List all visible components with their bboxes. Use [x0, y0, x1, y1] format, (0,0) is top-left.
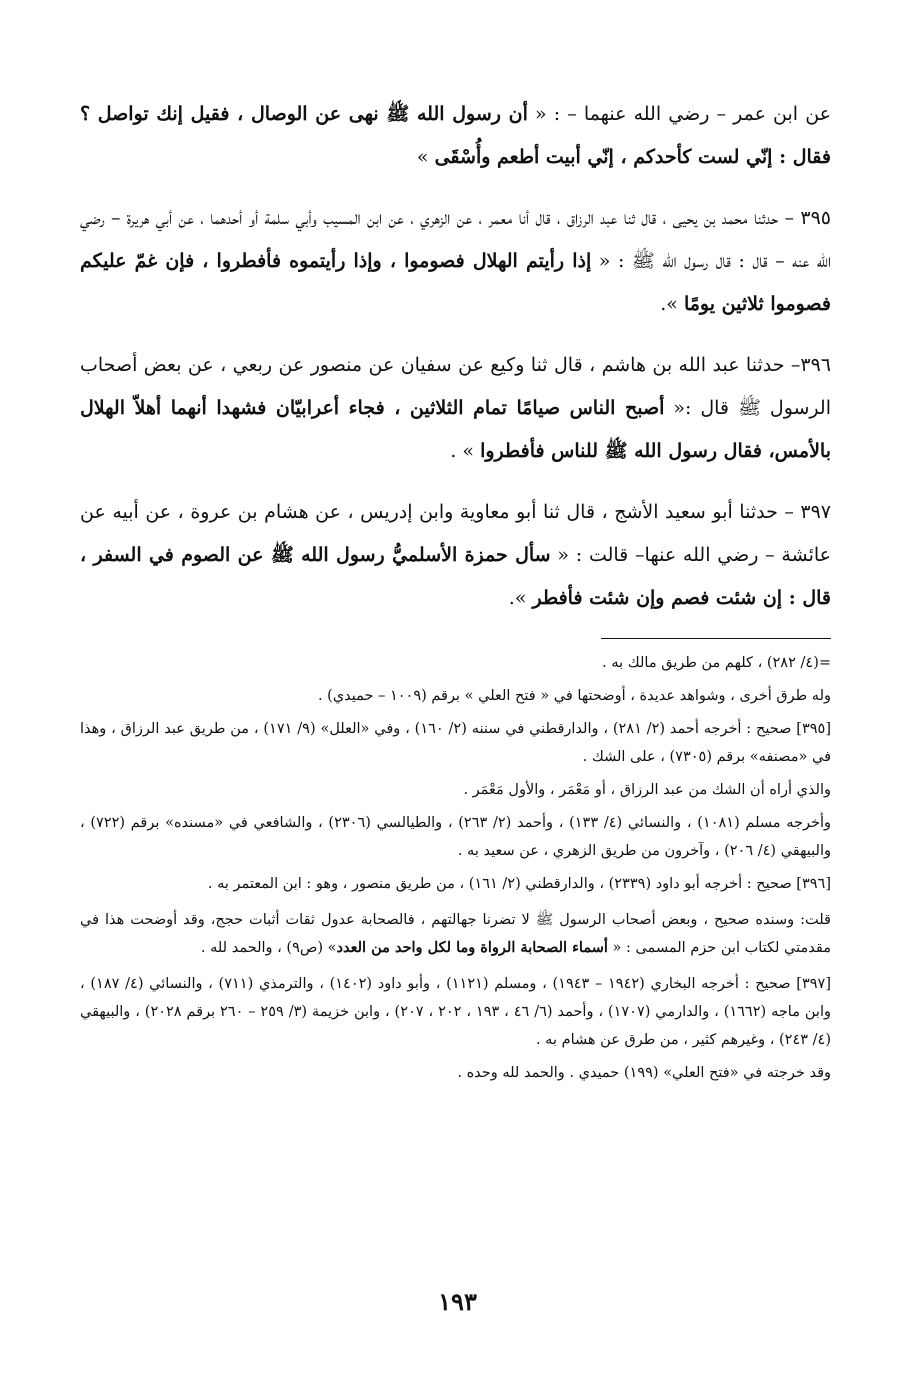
page-number: ١٩٣: [438, 1287, 477, 1316]
hadith-matn: أصبح الناس صيامًا تمام الثلاثين ، فجاء أعرابيّان فشهدا أنهما أهلاّ الهلال بالأمس، فقال رسول الله ﷺ للناس فأفطروا: [80, 397, 831, 462]
footnote-continuation: =(٤/ ٢٨٢) ، كلهم من طريق مالك به .: [602, 655, 831, 671]
hadith-matn: إذا رأيتم الهلال فصوموا ، وإذا رأيتموه فأفطروا ، فإن غمّ عليكم فصوموا ثلاثين يومًا: [80, 250, 831, 315]
footnote-395-sources: وأخرجه مسلم (١٠٨١) ، والنسائي (٤/ ١٣٣) ، وأحمد (٢/ ٢٦٣) ، والطيالسي (٢٣٠٦) ، والشافعي في «مسنده» برقم (٧٢٢) ، والبيهقي (٤/ ٢٠٦) ، وآخرون من طريق الزهري ، عن سعيد به .: [80, 815, 831, 859]
hadith-matn: أن رسول الله ﷺ نهى عن الوصال ، فقيل إنك تواصل ؟ فقال : إنّي لست كأحدكم ، إنّي أبيت أطعم وأُسْقَى: [80, 103, 831, 168]
comment-text: قلت: وسنده صحيح ، وبعض أصحاب الرسول ﷺ لا تضرنا جهالتهم ، فالصحابة عدول ثقات أثبات حجج، وقد أوضحت هذا في مقدمتي لكتاب ابن حزم المسمى : «: [80, 912, 831, 956]
hadith-396: [80, 344, 831, 473]
hadith-isnad: ٣٩٦– حدثنا عبد الله بن هاشم ، قال ثنا وكيع عن سفيان عن منصور عن ربعي ، عن بعض أصحاب الرسول ﷺ قال :«: [80, 354, 831, 419]
hadith-close: » .: [450, 440, 481, 462]
hadith-isnad: ٣٩٥ – حدثنا محمد بن يحيى ، قال ثنا عبد الرزاق ، قال أنا معمر ، عن الزهري ، عن ابن المسيب وأبي سلمة أو أحدهما ، عن أبي هريرة – رضي الله عنه – قال : قال رسول الله ﷺ : «: [80, 207, 831, 272]
footnote-396-comment: [80, 906, 831, 962]
footnote-395: [٣٩٥] صحيح : أخرجه أحمد (٢/ ٢٨١) ، والدارقطني في سننه (٢/ ١٦٠) ، وفي «العلل» (٩/ ١٧١) ، من طريق عبد الرزاق ، وهذا في «مصنفه» برقم (٧٣٠٥) ، على الشك .: [80, 721, 831, 765]
footnote-other-routes: وله طرق أخرى ، وشواهد عديدة ، أوضحتها في « فتح العلي » برقم (١٠٠٩ – حميدي) .: [317, 688, 831, 704]
hadith-395: [80, 197, 831, 326]
hadith-text: عن ابن عمر – رضي الله عنهما – : «: [527, 103, 831, 125]
footnote-397: [٣٩٧] صحيح : أخرجه البخاري (١٩٤٢ – ١٩٤٣) ، ومسلم (١١٢١) ، وأبو داود (١٤٠٢) ، والترمذي (٧١١) ، والنسائي (٤/ ١٨٧) ، وابن ماجه (١٦٦٢) ، والدارمي (١٧٠٧) ، وأحمد (٦/ ٤٦ ، ١٩٣ ، ٢٠٢ ، ٢٠٧) ، وابن خزيمة (٣/ ٢٥٩ – ٢٦٠ برقم ٢٠٢٨) ، والبيهقي (٤/ ٢٤٣) ، وغيرهم كثير ، من طرق عن هشام به .: [80, 976, 832, 1048]
footnote-396: [٣٩٦] صحيح : أخرجه أبو داود (٢٣٣٩) ، والدارقطني (٢/ ١٦١) ، من طريق منصور ، وهو : ابن المعتمر به .: [207, 876, 831, 892]
hadith-matn: سأل حمزة الأسلميُّ رسول الله ﷺ عن الصوم في السفر ، قال : إن شئت فصم وإن شئت فأفطر: [80, 544, 831, 609]
hadith-397: [80, 491, 831, 620]
hadith-close: »: [416, 146, 435, 168]
footnote-395-opinion: والذي أراه أن الشك من عبد الرزاق ، أو مَعْمَر ، والأول مَعْمَر .: [463, 782, 831, 798]
hadith-394-continuation: [80, 93, 831, 179]
footnote-separator: [601, 638, 831, 639]
hadith-close: ».: [508, 587, 533, 609]
comment-end: » (ص٩) ، والحمد لله .: [200, 940, 337, 956]
book-title: أسماء الصحابة الرواة وما لكل واحد من العدد: [336, 939, 608, 956]
hadith-close: ».: [660, 293, 684, 315]
footnote-397-note: وقد خرجته في «فتح العلي» (١٩٩) حميدي . والحمد لله وحده .: [457, 1065, 831, 1081]
hadith-isnad: ٣٩٧ – حدثنا أبو سعيد الأشج ، قال ثنا أبو معاوية وابن إدريس ، عن هشام بن عروة ، عن أبيه عن عائشة – رضي الله عنها– قالت : «: [80, 501, 832, 566]
